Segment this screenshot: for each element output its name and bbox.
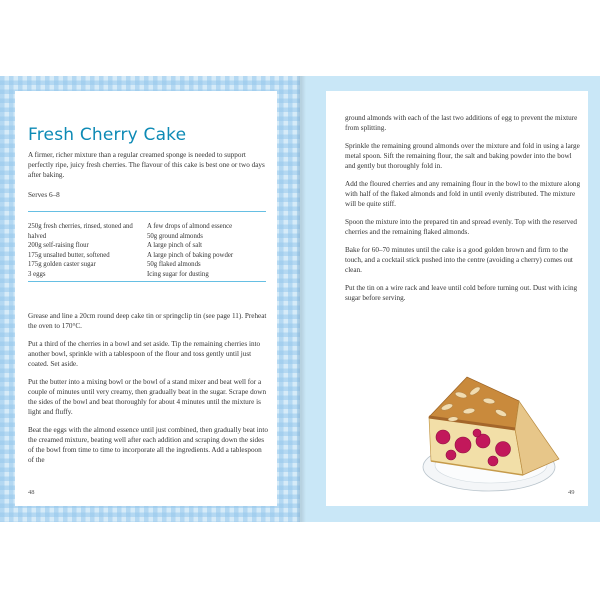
cherry bbox=[473, 429, 481, 437]
recipe-title: Fresh Cherry Cake bbox=[28, 125, 187, 145]
ingredient-item: 200g self-raising flour bbox=[28, 242, 89, 250]
method-paragraph: Sprinkle the remaining ground almonds over the mixture and fold in using a large metal spoon. Sift the remaining flour, the salt and baking powder into the bowl and gently but thoroughly fold in. bbox=[345, 142, 580, 170]
method-text-left bbox=[28, 311, 268, 473]
cherry bbox=[446, 450, 456, 460]
ingredient-item: 3 eggs bbox=[28, 270, 46, 278]
method-paragraph: Bake for 60–70 minutes until the cake is a good golden brown and firm to the touch, and a cocktail stick pushed into the centre (avoiding a cherry) comes out clean. bbox=[345, 246, 573, 274]
page-number-right: 49 bbox=[568, 489, 575, 496]
ingredient-item: 175g unsalted butter, softened bbox=[28, 251, 110, 259]
recipe-intro: A firmer, richer mixture than a regular creamed sponge is needed to support perfectly ripe, juicy fresh cherries. The flavour of this cake is best one or two days after baking. bbox=[28, 151, 265, 179]
cherry bbox=[496, 442, 511, 457]
ingredient-item: 175g golden caster sugar bbox=[28, 261, 96, 269]
method-paragraph: ground almonds with each of the last two additions of egg to prevent the mixture from splitting. bbox=[345, 114, 578, 132]
right-page bbox=[326, 91, 588, 506]
cherry bbox=[488, 456, 498, 466]
ingredient-item: A large pinch of baking powder bbox=[147, 251, 234, 259]
ingredient-item: 250g fresh cherries, rinsed, stoned and halved bbox=[28, 223, 133, 240]
method-paragraph: Grease and line a 20cm round deep cake tin or springclip tin (see page 11). Preheat the oven to 170°C. bbox=[28, 312, 267, 330]
method-paragraph: Beat the eggs with the almond essence until just combined, then gradually beat into the creamed mixture, beating well after each addition and scraping down the sides of the bowl from time to time to incorporate all the ingredients. Add a tablespoon of the bbox=[28, 426, 268, 464]
ingredients-column-right bbox=[147, 222, 269, 280]
book-spread bbox=[0, 76, 600, 522]
right-page-blue-border bbox=[300, 76, 600, 522]
method-paragraph: Put the butter into a mixing bowl or the bowl of a stand mixer and beat well for a couple of minutes until very creamy, then gradually beat in the sugar. Scrape down the sides of the bowl and beat thoroughly for about 4 minutes until the mixture is light and fluffy. bbox=[28, 378, 267, 416]
left-page bbox=[15, 91, 277, 506]
ingredients-bottom-rule bbox=[28, 281, 266, 282]
left-page-gingham-border bbox=[0, 76, 300, 522]
method-paragraph: Put the tin on a wire rack and leave until cold before turning out. Dust with icing sugar before serving. bbox=[345, 284, 578, 302]
ingredients-top-rule bbox=[28, 211, 266, 212]
ingredient-item: 50g flaked almonds bbox=[147, 261, 201, 269]
ingredient-item: Icing sugar for dusting bbox=[147, 270, 209, 278]
cherry bbox=[455, 437, 471, 453]
cherry bbox=[436, 430, 450, 444]
method-paragraph: Put a third of the cherries in a bowl and set aside. Tip the remaining cherries into another bowl, sprinkle with a tablespoon of the flour and toss gently until just coated. Set aside. bbox=[28, 340, 261, 368]
serves-line: Serves 6–8 bbox=[28, 191, 60, 199]
method-paragraph: Add the floured cherries and any remaining flour in the bowl to the mixture along with half of the flaked almonds and fold in until evenly distributed. The mixture will be quite stiff. bbox=[345, 180, 581, 208]
book-gutter-shadow bbox=[296, 76, 306, 522]
ingredient-item: 50g ground almonds bbox=[147, 232, 203, 240]
ingredients-column-left bbox=[28, 222, 152, 280]
method-text-right bbox=[345, 113, 583, 311]
ingredient-item: A few drops of almond essence bbox=[147, 223, 233, 230]
cherry-cake-illustration bbox=[419, 371, 565, 495]
page-number-left: 48 bbox=[28, 489, 35, 496]
ingredient-item: A large pinch of salt bbox=[147, 242, 202, 250]
method-paragraph: Spoon the mixture into the prepared tin and spread evenly. Top with the reserved cherries and the remaining flaked almonds. bbox=[345, 218, 578, 236]
